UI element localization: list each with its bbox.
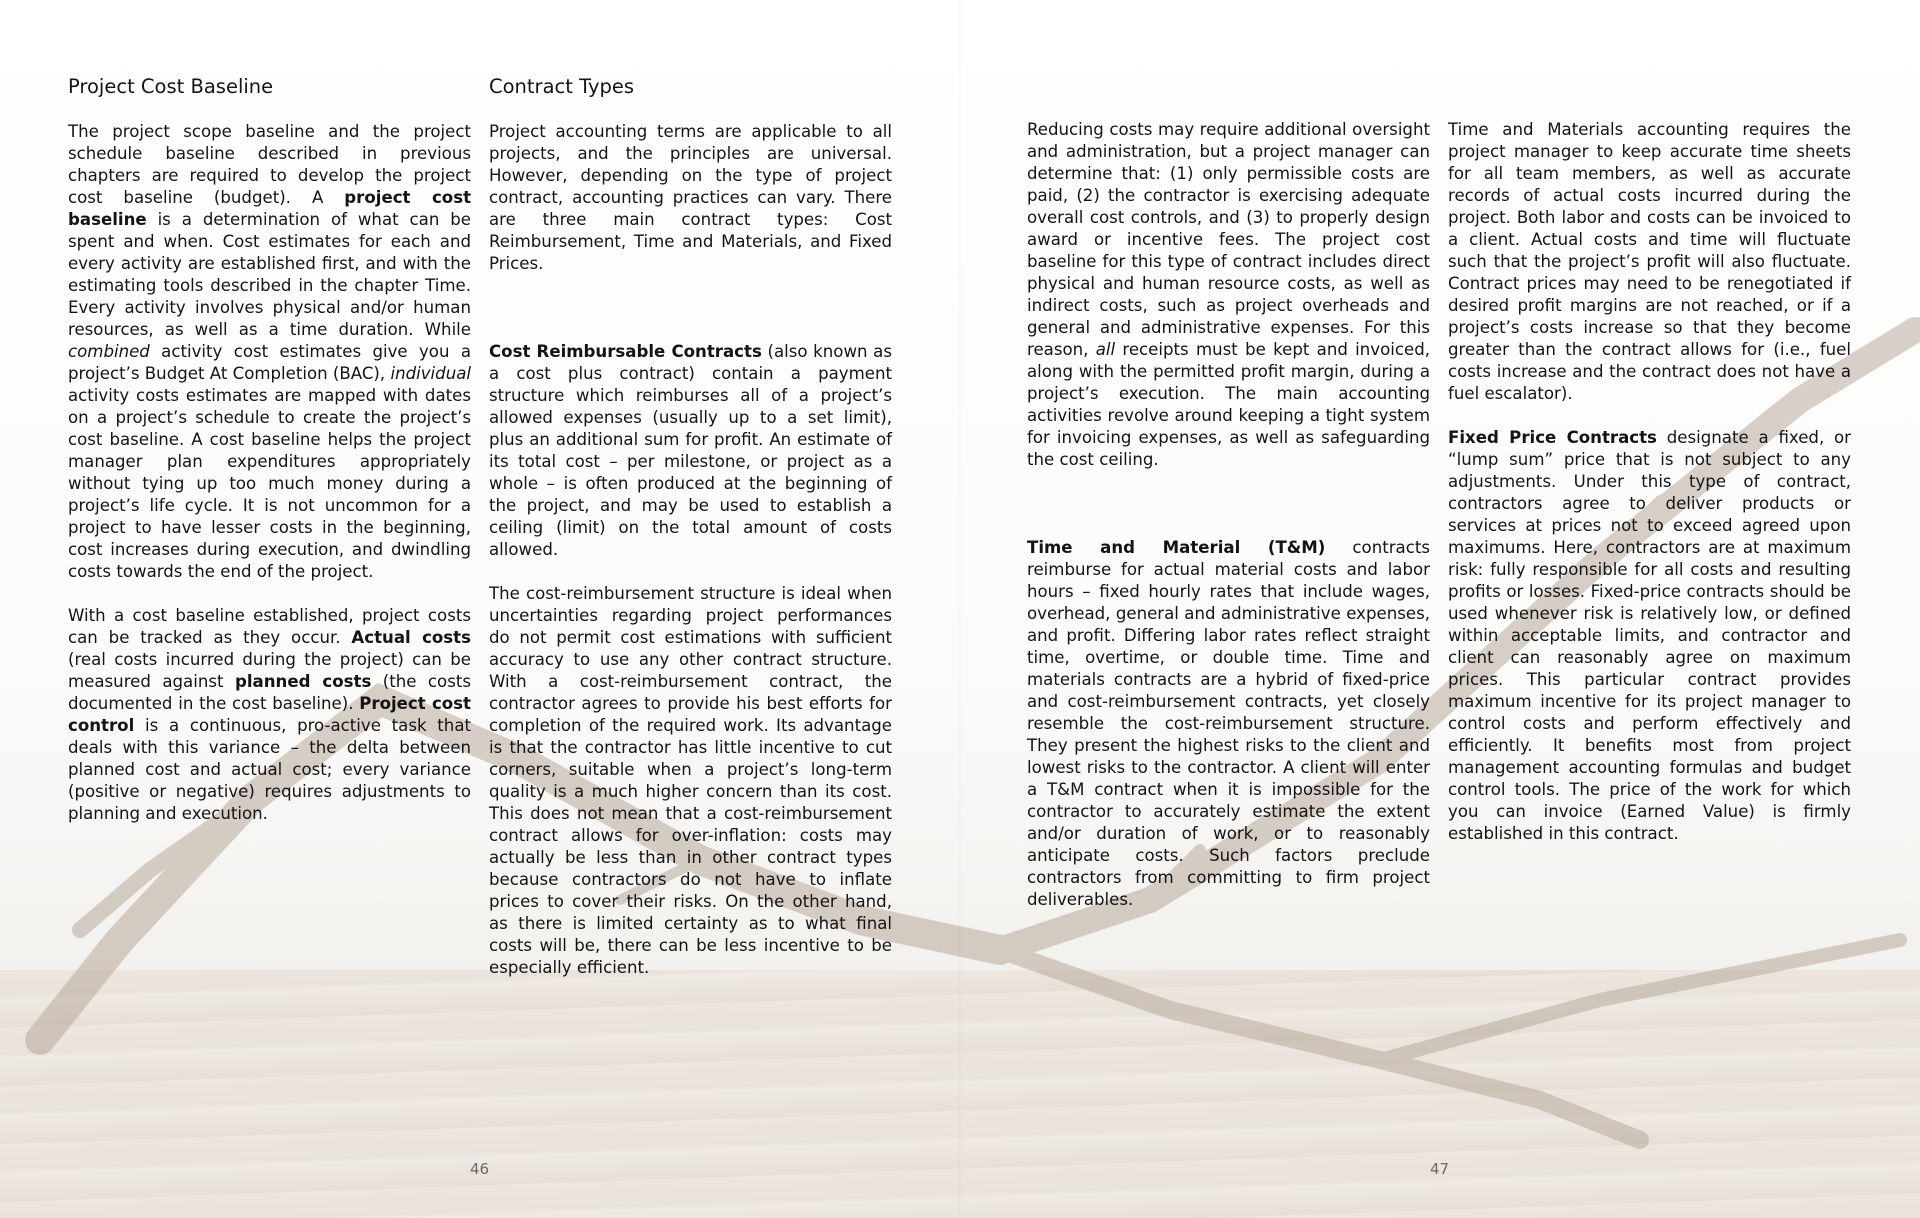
term-cost-reimbursable-contracts: Cost Reimbursable Contracts xyxy=(489,342,762,361)
text-run: With a cost baseline established, project costs can be tracked as they occur. xyxy=(68,606,471,647)
text-run: activity costs estimates are mapped with dates on a project’s schedule to create the project’s cost baseline. A cost baseline helps the project manager plan expenditures appropriately without tying up too much money during a project’s life cycle. It is not uncommon for a project to have lesser costs in the beginning, cost increases during execution, and dwindling costs towards the end of the project. xyxy=(68,386,471,581)
left-column-1 xyxy=(68,121,471,847)
left-column-2 xyxy=(489,121,892,1001)
term-project-cost-baseline: project cost baseline xyxy=(68,188,472,229)
paragraph-cost-reimbursable xyxy=(489,341,892,561)
text-run: is a continuous, pro-active task that deals with this variance – the delta between planned cost and actual cost; every variance (positive or negative) requires adjustments to planning and execution. xyxy=(68,716,471,823)
right-column-1 xyxy=(1027,119,1430,933)
heading-contract-types: Contract Types xyxy=(489,75,635,98)
text-run: (also known as a cost plus contract) contain a payment structure which reimburses all of a project’s allowed expenses (usually up to a set limit), plus an additional sum for profit. An estimate of its total cost – per milestone, or project as a whole – is often produced at the beginning of the project, and may be used to establish a ceiling (limit) on the total amount of costs allowed. xyxy=(489,342,892,559)
paragraph-time-and-material xyxy=(1027,537,1430,911)
emphasis-combined: combined xyxy=(68,342,150,361)
heading-project-cost-baseline: Project Cost Baseline xyxy=(68,75,274,98)
term-planned-costs: planned costs xyxy=(234,672,372,691)
right-column-2 xyxy=(1448,119,1851,867)
text-run: activity cost estimates give you a project’s Budget At Completion (BAC), xyxy=(68,342,471,383)
paragraph-tm-accounting: Time and Materials accounting requires the project manager to keep accurate time sheets for all team members, as well as accurate records of actual costs incurred during the project. Both labor and costs can be invoiced to a client. Actual costs and time will fluctuate such that the project’s profit will also fluctuate. Contract prices may need to be renegotiated if desired profit margins are not reached, or if a project’s costs increase so that they become greater than the contract allows for (i.e., fuel costs increase and the contract does not have a fuel escalator). xyxy=(1448,120,1851,403)
emphasis-individual: individual xyxy=(390,364,471,383)
text-run: The project scope baseline and the project schedule baseline described in previous chapters are required to develop the project cost baseline (budget). A xyxy=(68,122,471,207)
page-number-left: 46 xyxy=(470,1160,490,1178)
paragraph-cost-baseline xyxy=(68,121,471,583)
term-fixed-price-contracts: Fixed Price Contracts xyxy=(1448,428,1657,447)
paragraph-cost-reimbursement-structure: The cost-reimbursement structure is ideal when uncertainties regarding project performances do not permit cost estimations with sufficient accuracy to use any other contract structure. With a cost-reimbursement contract, the contractor agrees to provide his best efforts for completion of the required work. Its advantage is that the contractor has little incentive to cut corners, suitable when a project’s long-term quality is a much higher concern than its cost. This does not mean that a cost-reimbursement contract allows for over-inflation: costs may actually be less than in other contract types because contractors do not have to inflate prices to cover their risks. On the other hand, as there is limited certainty as to what final costs will be, there can be less incentive to be especially efficient. xyxy=(489,584,892,977)
page-gutter xyxy=(958,0,964,1218)
emphasis-all: all xyxy=(1095,340,1116,359)
page-number-right: 47 xyxy=(1430,1160,1450,1178)
term-actual-costs: Actual costs xyxy=(351,628,471,647)
paragraph-fixed-price xyxy=(1448,427,1851,845)
term-project-cost-control: Project cost control xyxy=(68,694,471,735)
paragraph-contract-intro: Project accounting terms are applicable to all projects, and the principles are universal. However, depending on the type of project contract, accounting practices can vary. There are three main contract types: Cost Reimbursement, Time and Materials, and Fixed Prices. xyxy=(489,122,892,273)
text-run: contracts reimburse for actual material costs and labor hours – fixed hourly rates that include wages, overhead, general and administrative expenses, and profit. Differing labor rates reflect straight time, overtime, or double time. Time and materials contracts are a hybrid of fixed-price and cost-reimbursement contracts, yet closely resemble the cost-reimbursement structure. They present the highest risks to the client and lowest risks to the contractor. A client will enter a T&M contract when it is impossible for the contractor to accurately estimate the extent and/or duration of work, or to reasonably anticipate costs. Such factors preclude contractors from committing to firm project deliverables. xyxy=(1027,538,1430,909)
text-run: Reducing costs may require additional oversight and administration, but a project manager can determine that: (1) only permissible costs are paid, (2) the contractor is exercising adequate overall cost controls, and (3) to properly design award or incentive fees. The project cost baseline for this type of contract includes direct physical and human resource costs, as well as indirect costs, such as project overheads and general and administrative expenses. For this reason, xyxy=(1027,120,1430,359)
text-run: (real costs incurred during the project) can be measured against xyxy=(68,650,471,691)
text-run: (the costs documented in the cost baseline). xyxy=(68,672,471,713)
text-run: is a determination of what can be spent and when. Cost estimates for each and every activity are established first, and with the estimating tools described in the chapter Time. Every activity involves physical and/or human resources, as well as a time duration. While xyxy=(68,210,471,339)
spacer xyxy=(1027,493,1430,537)
text-run: receipts must be kept and invoiced, along with the permitted profit margin, during a project’s execution. The main accounting activities revolve around keeping a tight system for invoicing expenses, as well as safeguarding the cost ceiling. xyxy=(1027,340,1431,469)
text-run: designate a fixed, or “lump sum” price that is not subject to any adjustments. Under this type of contract, contractors agree to deliver products or services at prices not to exceed agreed upon maximums. Here, contractors are at maximum risk: fully responsible for all costs and resulting profits or losses. Fixed-price contracts should be used whenever risk is relatively low, or defined within acceptable limits, and contractor and client can reasonably agree on maximum prices. This particular contract provides maximum incentive for its project manager to control costs and perform effectively and efficiently. It benefits most from project management accounting formulas and budget control tools. The price of the work for which you can invoice (Earned Value) is firmly established in this contract. xyxy=(1448,428,1852,843)
paragraph-cost-tracking xyxy=(68,605,471,825)
paragraph-reducing-costs xyxy=(1027,119,1430,471)
spacer xyxy=(489,297,892,341)
term-time-and-material: Time and Material (T&M) xyxy=(1027,538,1326,557)
